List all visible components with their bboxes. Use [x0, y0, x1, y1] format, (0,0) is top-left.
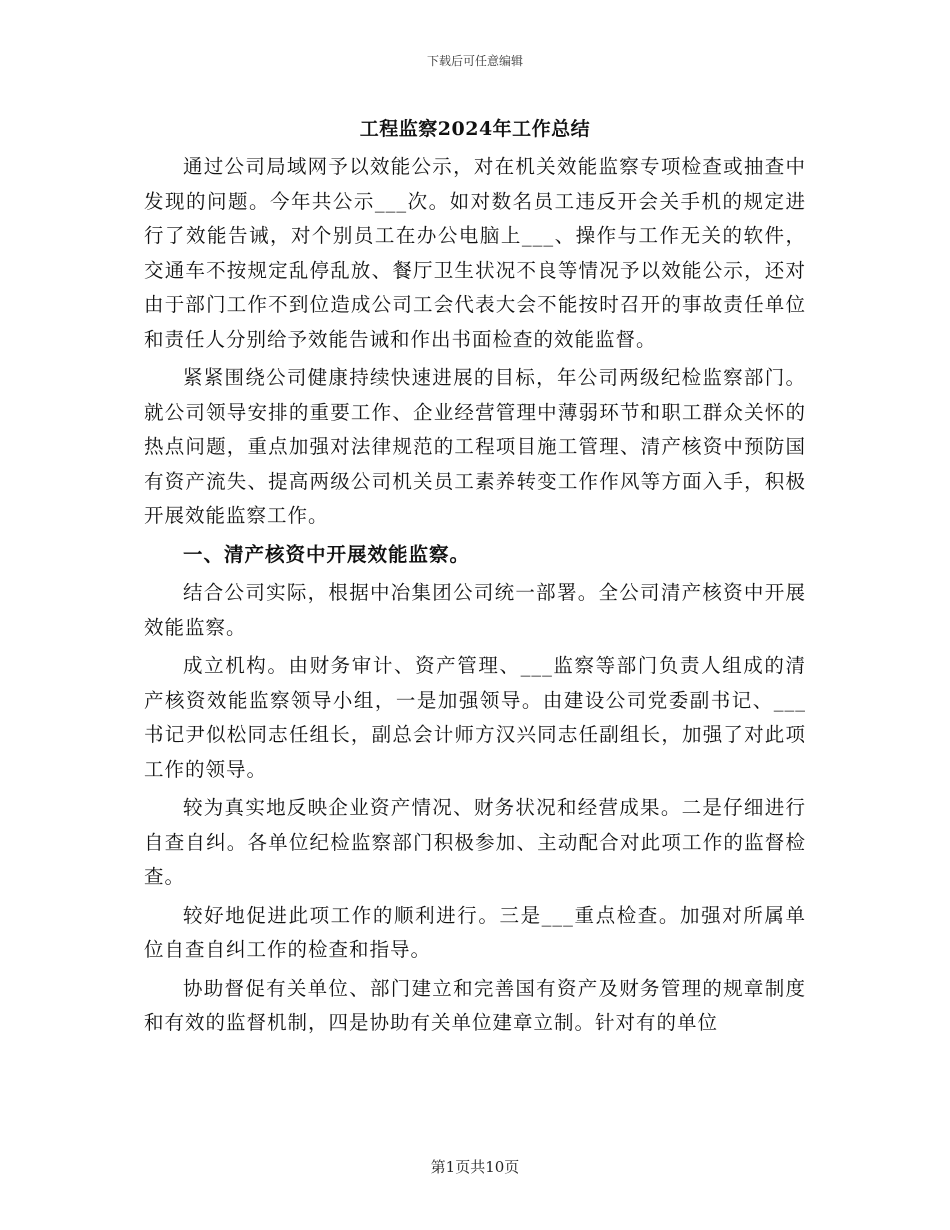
paragraph-7: 协助督促有关单位、部门建立和完善国有资产及财务管理的规章制度和有效的监督机制，四是协助有关单位建章立制。针对有的单位 [144, 976, 806, 1034]
paragraph-1: 通过公司局域网予以效能公示，对在机关效能监察专项检查或抽查中发现的问题。今年共公示___次。如对数名员工违反开会关手机的规定进行了效能告诫，对个别员工在办公电脑上___、操作与工作无关的软件，交通车不按规定乱停乱放、餐厅卫生状况不良等情况予以效能公示，还对由于部门工作不到位造成公司工会代表大会不能按时召开的事故责任单位和责任人分别给予效能告诫和作出书面检查的效能监督。 [144, 155, 806, 351]
paragraph-2: 紧紧围绕公司健康持续快速进展的目标，年公司两级纪检监察部门。就公司领导安排的重要工作、企业经营管理中薄弱环节和职工群众关怀的热点问题，重点加强对法律规范的工程项目施工管理、清产核资中预防国有资产流失、提高两级公司机关员工素养转变工作作风等方面入手，积极开展效能监察工作。 [144, 366, 806, 527]
paragraph-3: 结合公司实际，根据中冶集团公司统一部署。全公司清产核资中开展效能监察。 [144, 581, 806, 639]
header-note: 下载后可任意编辑 [426, 54, 523, 68]
document-title: 工程监察2024年工作总结 [359, 118, 591, 140]
paragraph-6: 较好地促进此项工作的顺利进行。三是___重点检查。加强对所属单位自查自纠工作的检查和指导。 [144, 903, 806, 961]
page-footer: 第1页共10页 [430, 1158, 520, 1176]
paragraph-4: 成立机构。由财务审计、资产管理、___监察等部门负责人组成的清产核资效能监察领导小组，一是加强领导。由建设公司党委副书记、___书记尹似松同志任组长，副总会计师方汉兴同志任副组长，加强了对此项工作的领导。 [144, 654, 806, 781]
section-heading-1: 一、清产核资中开展效能监察。 [183, 542, 471, 566]
document-body [144, 150, 806, 1045]
paragraph-5: 较为真实地反映企业资产情况、财务状况和经营成果。二是仔细进行自查自纠。各单位纪检监察部门积极参加、主动配合对此项工作的监督检查。 [144, 796, 806, 888]
